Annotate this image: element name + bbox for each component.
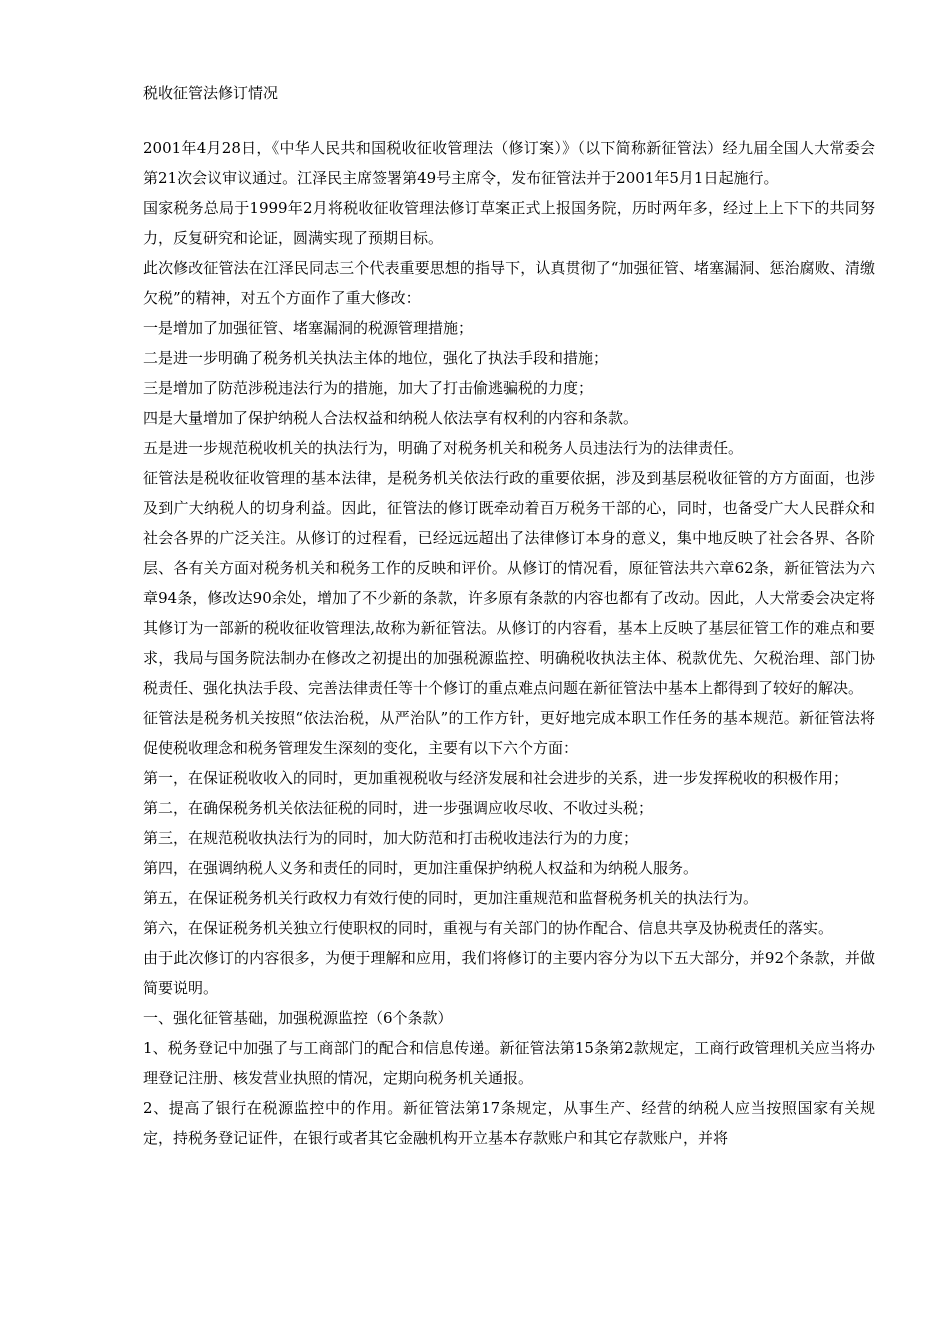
- document-title: 税收征管法修订情况: [143, 84, 279, 102]
- paragraph: 第六，在保证税务机关独立行使职权的同时，重视与有关部门的协作配合、信息共享及协税责任的落实。: [143, 919, 834, 937]
- paragraph: 2、提高了银行在税源监控中的作用。新征管法第17条规定，从事生产、经营的纳税人应当按照国家有关规定，持税务登记证件，在银行或者其它金融机构开立基本存款账户和其它存款账户，并将: [143, 1099, 875, 1147]
- paragraph: 第二，在确保税务机关依法征税的同时，进一步强调应收尽收、不收过头税；: [143, 799, 654, 817]
- paragraph: 第三，在规范税收执法行为的同时，加大防范和打击税收违法行为的力度；: [143, 829, 639, 847]
- paragraph: 一是增加了加强征管、堵塞漏洞的税源管理措施；: [143, 319, 474, 337]
- paragraph: 征管法是税收征收管理的基本法律，是税务机关依法行政的重要依据，涉及到基层税收征管的方方面面，也涉及到广大纳税人的切身利益。因此，征管法的修订既牵动着百万税务干部的心，同时，也备受广大人民群众和社会各界的广泛关注。从修订的过程看，已经远远超出了法律修订本身的意义，集中地反映了社会各界、各阶层、各有关方面对税务机关和税务工作的反映和评价。从修订的情况看，原征管法共六章62条，新征管法为六章94条，修改达90余处，增加了不少新的条款，许多原有条款的内容也都有了改动。因此，人大常委会决定将其修订为一部新的税收征收管理法,故称为新征管法。从修订的内容看，基本上反映了基层征管工作的难点和要求，我局与国务院法制办在修改之初提出的加强税源监控、明确税收执法主体、税款优先、欠税治理、部门协税责任、强化执法手段、完善法律责任等十个修订的重点难点问题在新征管法中基本上都得到了较好的解决。: [143, 469, 875, 697]
- paragraph: 五是进一步规范税收机关的执法行为，明确了对税务机关和税务人员违法行为的法律责任。: [143, 439, 744, 457]
- paragraph: 国家税务总局于1999年2月将税收征收管理法修订草案正式上报国务院，历时两年多，经过上上下下的共同努力，反复研究和论证，圆满实现了预期目标。: [143, 199, 875, 247]
- paragraph: 第五，在保证税务机关行政权力有效行使的同时，更加注重规范和监督税务机关的执法行为。: [143, 889, 759, 907]
- paragraph: 二是进一步明确了税务机关执法主体的地位，强化了执法手段和措施；: [143, 349, 609, 367]
- document-body: [143, 133, 875, 1153]
- paragraph: 由于此次修订的内容很多，为便于理解和应用，我们将修订的主要内容分为以下五大部分，并92个条款，并做简要说明。: [143, 949, 875, 997]
- section-heading: 一、强化征管基础，加强税源监控（6个条款）: [143, 1009, 453, 1027]
- paragraph: 三是增加了防范涉税违法行为的措施，加大了打击偷逃骗税的力度；: [143, 379, 594, 397]
- paragraph: 1、税务登记中加强了与工商部门的配合和信息传递。新征管法第15条第2款规定，工商行政管理机关应当将办理登记注册、核发营业执照的情况，定期向税务机关通报。: [143, 1039, 875, 1087]
- paragraph: 四是大量增加了保护纳税人合法权益和纳税人依法享有权利的内容和条款。: [143, 409, 639, 427]
- paragraph: 2001年4月28日，《中华人民共和国税收征收管理法（修订案）》（以下简称新征管法）经九届全国人大常委会第21次会议审议通过。江泽民主席签署第49号主席令，发布征管法并于2001年5月1日起施行。: [143, 139, 875, 187]
- paragraph: 第一，在保证税收收入的同时，更加重视税收与经济发展和社会进步的关系，进一步发挥税收的积极作用；: [143, 769, 849, 787]
- paragraph: 征管法是税务机关按照“依法治税，从严治队”的工作方针，更好地完成本职工作任务的基本规范。新征管法将促使税收理念和税务管理发生深刻的变化，主要有以下六个方面：: [143, 709, 875, 757]
- paragraph: 此次修改征管法在江泽民同志三个代表重要思想的指导下，认真贯彻了“加强征管、堵塞漏洞、惩治腐败、清缴欠税”的精神，对五个方面作了重大修改：: [143, 259, 875, 307]
- paragraph: 第四，在强调纳税人义务和责任的同时，更加注重保护纳税人权益和为纳税人服务。: [143, 859, 699, 877]
